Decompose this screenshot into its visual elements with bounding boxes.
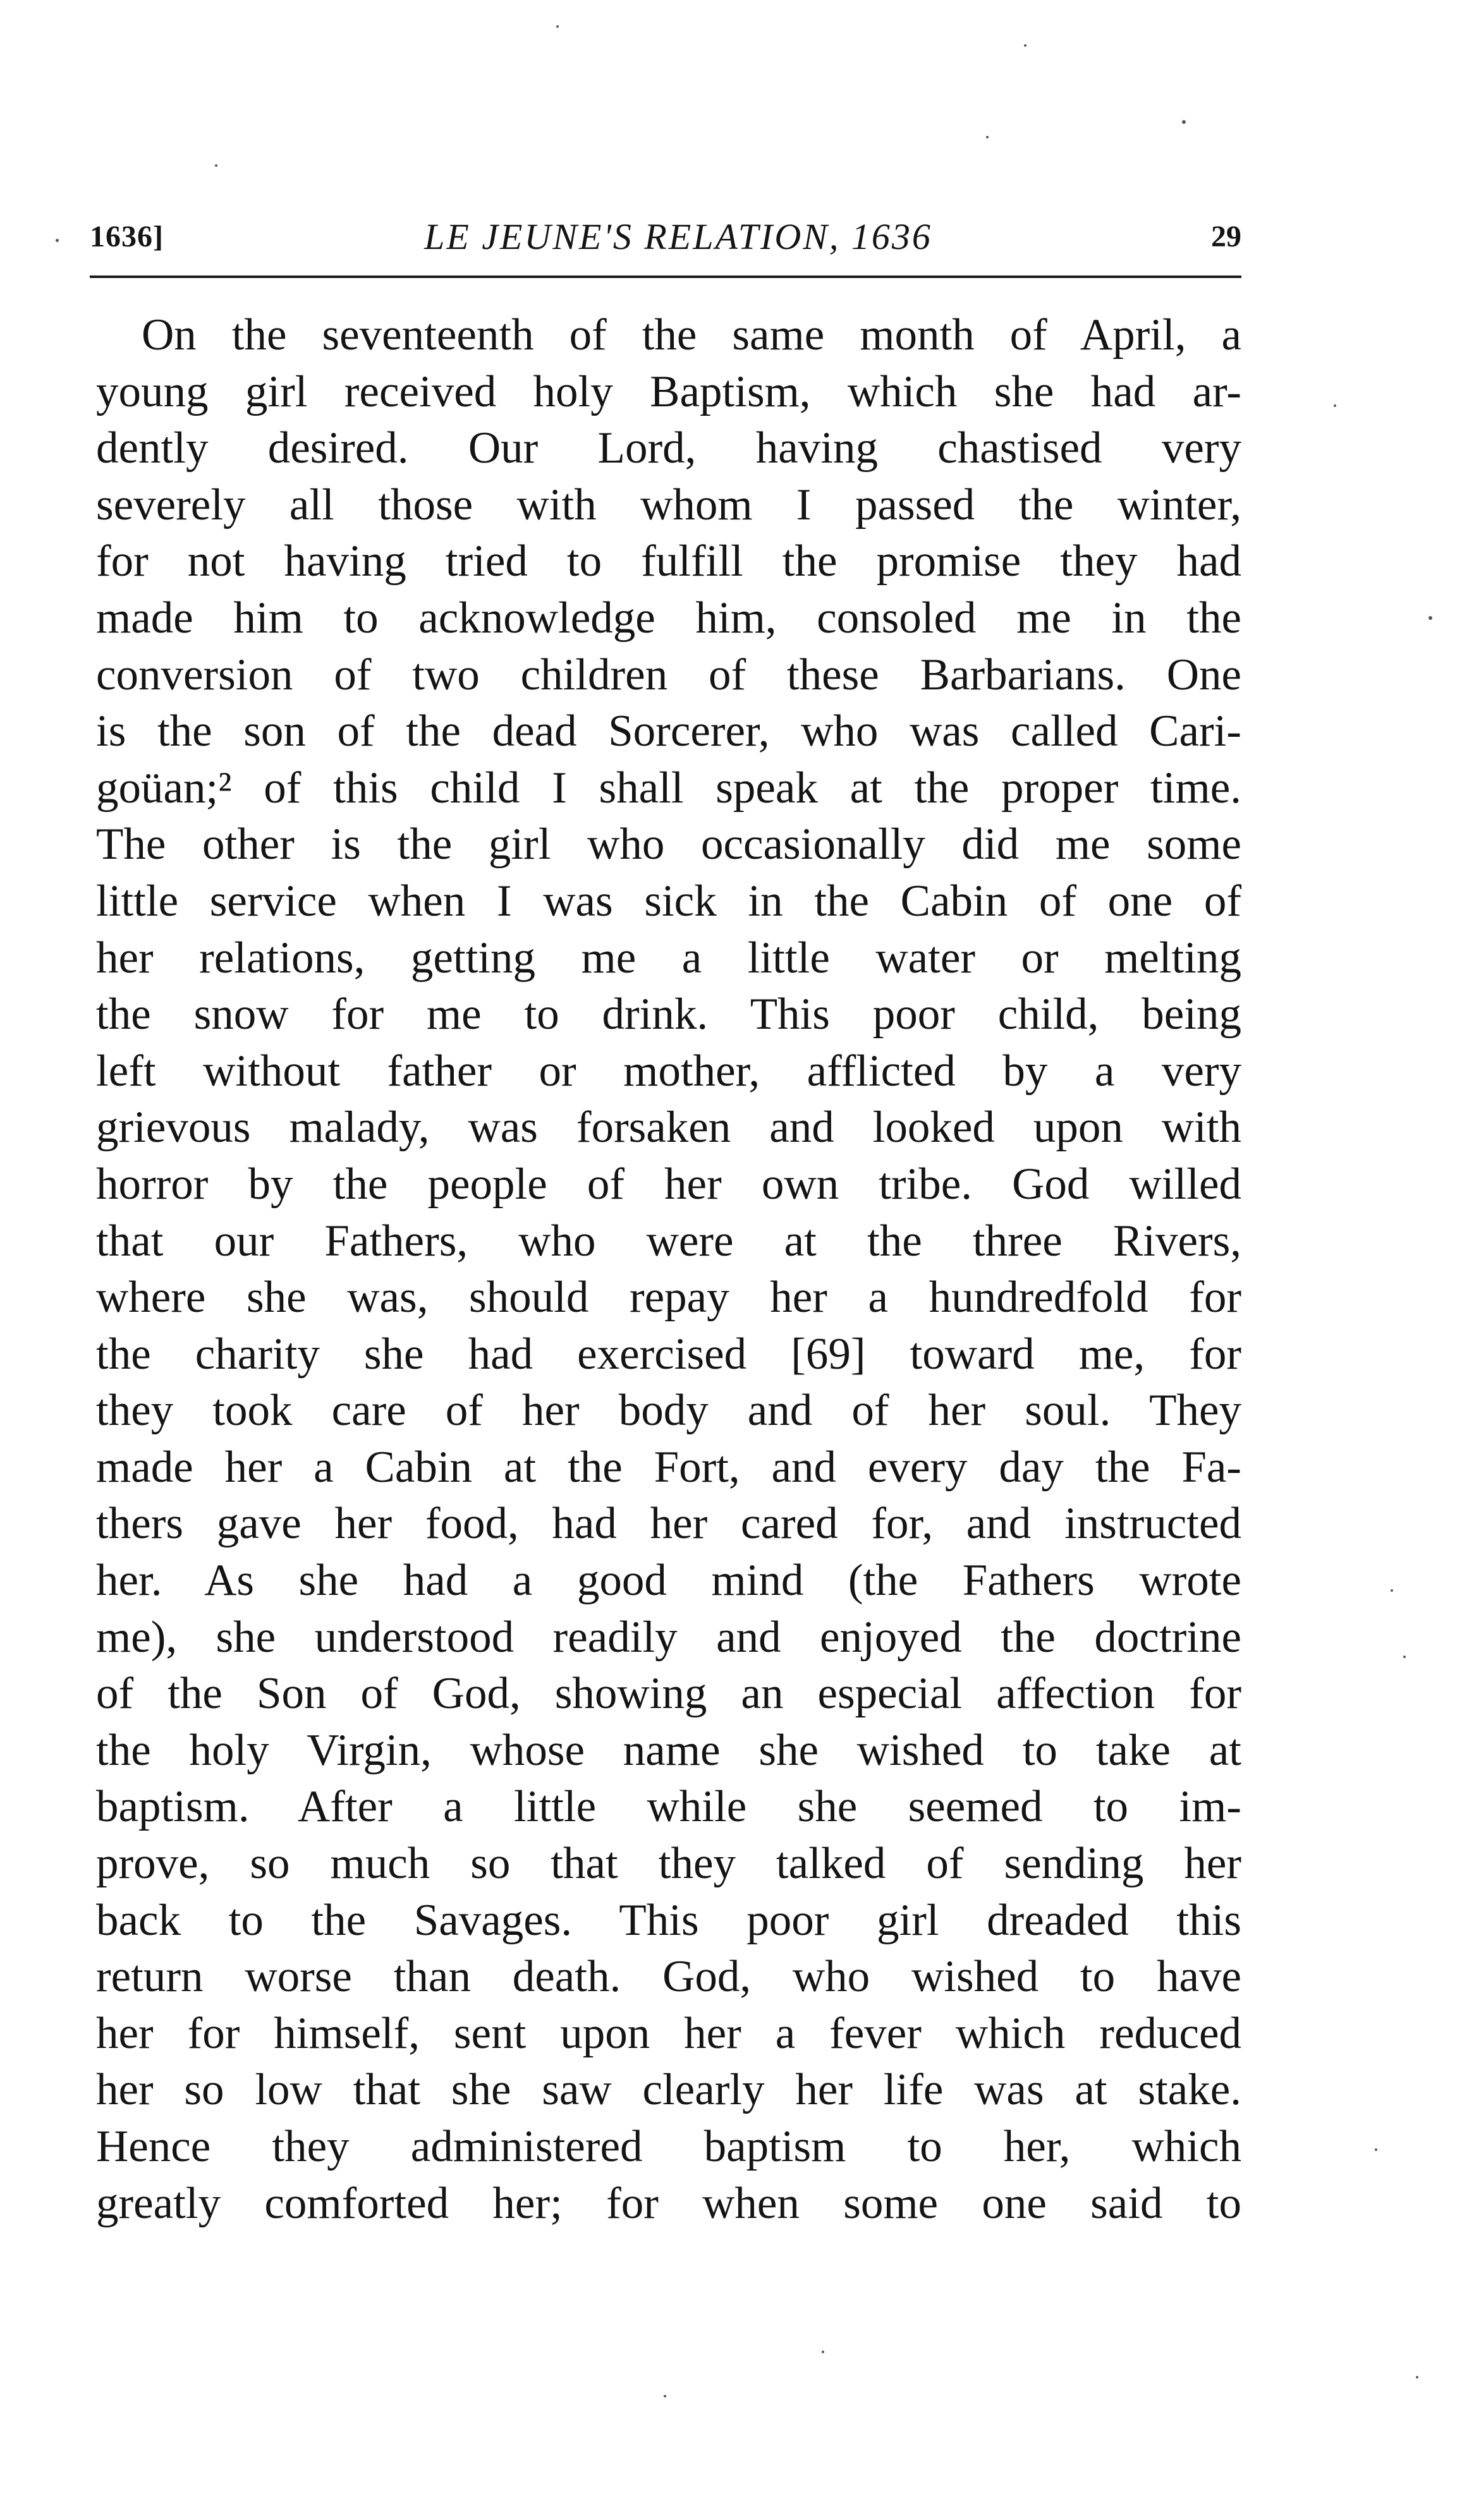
body-text xyxy=(96,307,1241,2232)
text-line: The other is the girl who occasionally did me some xyxy=(96,820,1241,869)
text-line: conversion of two children of these Barbarians. One xyxy=(96,650,1241,700)
speck xyxy=(822,2351,824,2353)
text-line: her. As she had a good mind (the Fathers wrote xyxy=(96,1556,1241,1606)
text-line: made him to acknowledge him, consoled me in the xyxy=(96,593,1241,643)
text-line: back to the Savages. This poor girl dreaded this xyxy=(96,1895,1241,1945)
text-line: prove, so much so that they talked of sending her xyxy=(96,1839,1241,1889)
speck xyxy=(556,25,559,28)
text-line: young girl received holy Baptism, which she had ar- xyxy=(96,366,1241,416)
speck xyxy=(56,239,59,242)
text-line: the holy Virgin, whose name she wished to take at xyxy=(96,1725,1241,1775)
text-line: her for himself, sent upon her a fever which reduced xyxy=(96,2008,1241,2058)
text-line: thers gave her food, had her cared for, and instructed xyxy=(96,1499,1241,1549)
text-line: horror by the people of her own tribe. God willed xyxy=(96,1159,1241,1209)
text-line: her relations, getting me a little water or melting xyxy=(96,933,1241,983)
text-line: Hence they administered baptism to her, which xyxy=(96,2122,1241,2171)
speck xyxy=(1403,1656,1406,1658)
text-line: her so low that she saw clearly her life was at stake. xyxy=(96,2065,1241,2115)
speck xyxy=(1391,1589,1393,1592)
speck xyxy=(1375,2148,1377,2151)
text-line: the snow for me to drink. This poor child, being xyxy=(96,990,1241,1039)
header-year: 1636] xyxy=(90,220,164,253)
text-line: the charity she had exercised [69] toward me, for xyxy=(96,1329,1241,1379)
text-line: they took care of her body and of her soul. They xyxy=(96,1386,1241,1436)
speck xyxy=(664,2395,666,2397)
text-line: is the son of the dead Sorcerer, who was called Cari- xyxy=(96,706,1241,756)
running-header xyxy=(90,209,1241,265)
text-line: grievous malady, was forsaken and looked upon with xyxy=(96,1103,1241,1153)
text-line: severely all those with whom I passed the winter, xyxy=(96,480,1241,530)
text-line: return worse than death. God, who wished to have xyxy=(96,1952,1241,2002)
speck xyxy=(1024,44,1026,47)
text-line: for not having tried to fulfill the promise they had xyxy=(96,536,1241,586)
speck xyxy=(1428,616,1432,620)
text-line: On the seventeenth of the same month of April, a xyxy=(142,310,1241,360)
text-line: greatly comforted her; for when some one said to xyxy=(96,2178,1241,2228)
text-line: dently desired. Our Lord, having chastised very xyxy=(96,423,1241,473)
speck xyxy=(986,136,989,138)
speck xyxy=(215,164,217,167)
text-line: me), she understood readily and enjoyed the doctrine xyxy=(96,1612,1241,1662)
text-line: little service when I was sick in the Cabin of one of xyxy=(96,876,1241,926)
text-line: made her a Cabin at the Fort, and every day the Fa- xyxy=(96,1442,1241,1492)
text-line: that our Fathers, who were at the three Rivers, xyxy=(96,1216,1241,1266)
text-line: left without father or mother, afflicted by a very xyxy=(96,1046,1241,1096)
text-line: goüan;² of this child I shall speak at the proper time. xyxy=(96,763,1241,813)
text-line: baptism. After a little while she seemed to im- xyxy=(96,1782,1241,1832)
speck xyxy=(1182,120,1186,124)
page-number: 29 xyxy=(1211,220,1241,253)
speck xyxy=(1416,2376,1418,2378)
text-line: where she was, should repay her a hundredfold for xyxy=(96,1273,1241,1323)
text-line: of the Son of God, showing an especial affection for xyxy=(96,1669,1241,1719)
speck xyxy=(1334,404,1336,407)
header-title: LE JEUNE'S RELATION, 1636 xyxy=(424,216,932,257)
header-rule xyxy=(90,276,1241,278)
